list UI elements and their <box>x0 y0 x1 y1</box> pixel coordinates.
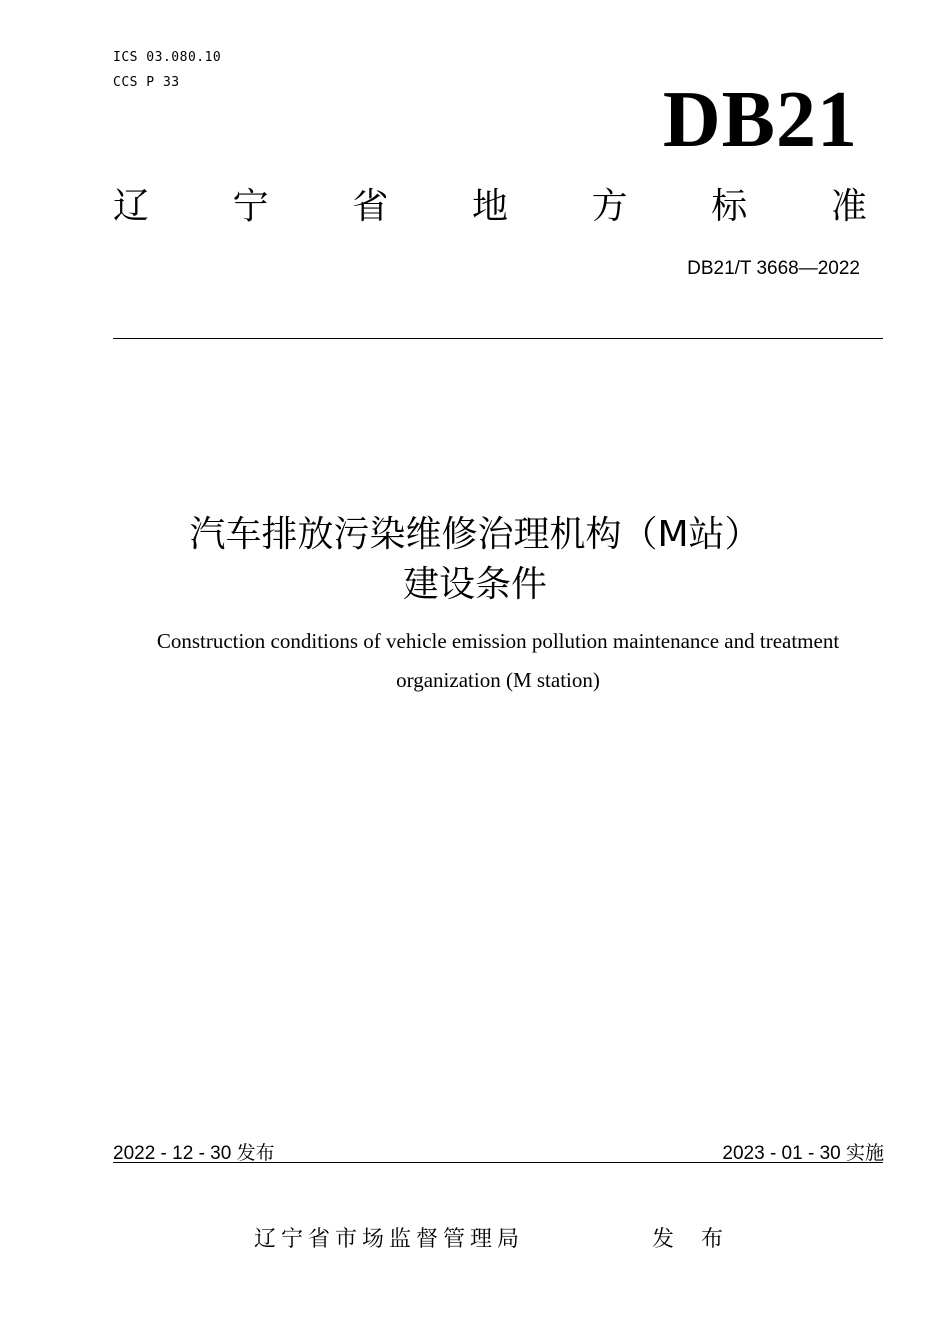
standard-type-char: 宁 <box>232 186 269 227</box>
chinese-title-line-1: 汽车排放污染维修治理机构（M站） <box>189 514 761 555</box>
standard-type-char: 地 <box>471 186 508 227</box>
standard-type-char: 辽 <box>113 186 150 227</box>
publish-label: 发 布 <box>652 1227 733 1252</box>
implementation-date: 2023 - 01 - 30 实施 <box>722 1143 884 1164</box>
standard-number: DB21/T 3668—2022 <box>687 258 860 279</box>
chinese-title <box>0 510 950 610</box>
chinese-title-line-2: 建设条件 <box>402 564 547 605</box>
issue-date: 2022 - 12 - 30 发布 <box>113 1143 275 1164</box>
ccs-code: CCS P 33 <box>113 75 180 90</box>
english-title: Construction conditions of vehicle emission pollution maintenance and treatment organization (M station) <box>156 629 840 692</box>
bottom-divider <box>113 1162 883 1163</box>
issuing-authority: 辽宁省市场监督管理局 <box>254 1227 525 1252</box>
standard-type-char: 标 <box>711 186 748 227</box>
db-mark: DB21 <box>662 76 858 164</box>
standard-type-heading <box>113 185 867 229</box>
top-divider <box>113 338 883 339</box>
standard-type-char: 准 <box>830 186 867 227</box>
ics-code: ICS 03.080.10 <box>113 50 222 65</box>
standard-type-char: 方 <box>591 186 628 227</box>
standard-type-char: 省 <box>352 186 389 227</box>
